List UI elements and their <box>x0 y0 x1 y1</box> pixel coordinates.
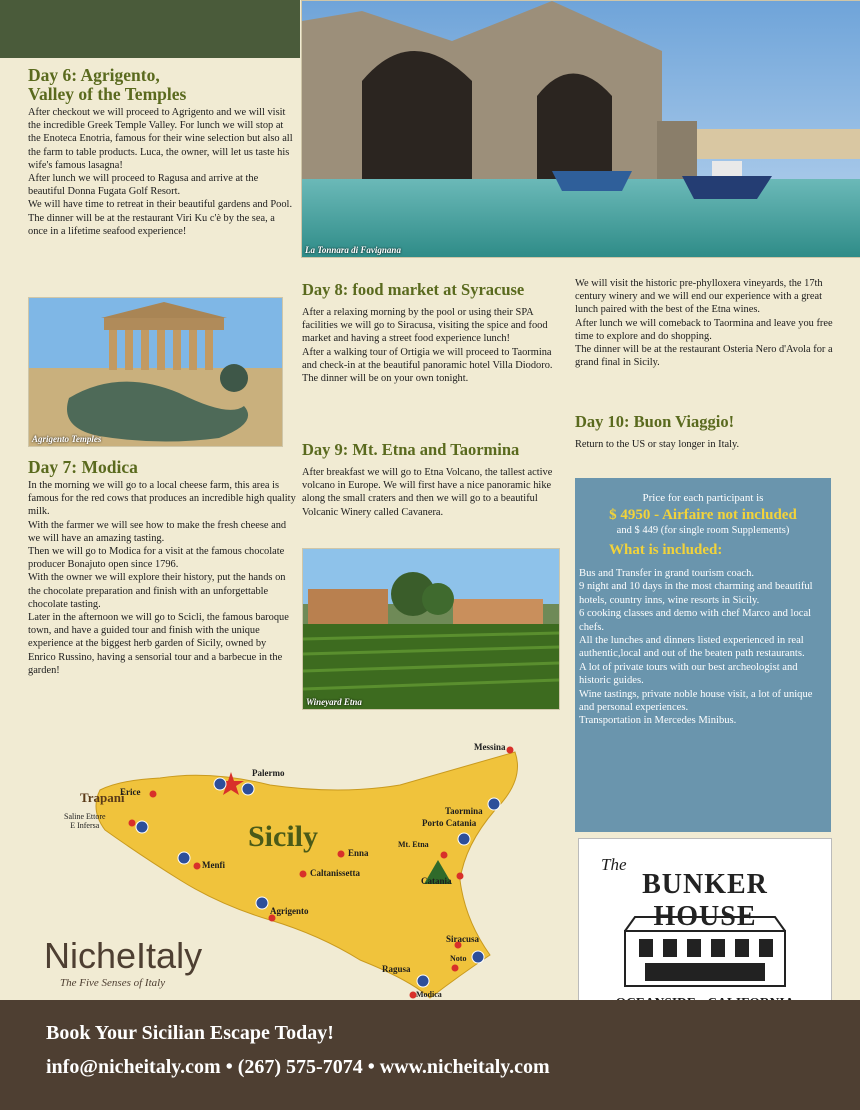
included-item: All the lunches and dinners listed experienced in real authentic,local and out of the beaten path restaurants. <box>579 635 805 660</box>
included-item: 6 cooking classes and demo with chef Marco and local chefs. <box>579 608 812 633</box>
day10-text: Return to the US or stay longer in Italy. <box>575 439 740 450</box>
footer-cta: Book Your Sicilian Escape Today! <box>46 1022 334 1044</box>
day8-paragraph: After a walking tour of Ortigia we will proceed to Taormina and check-in at the beautiful panoramic hotel Villa Diodoro. <box>302 346 553 371</box>
favignana-photo-caption: La Tonnara di Favignana <box>305 245 401 255</box>
included-list <box>579 567 821 728</box>
map-label-noto: Noto <box>450 954 467 963</box>
agrigento-photo-caption: Agrigento Temples <box>32 434 102 444</box>
map-label-porto-catania: Porto Catania <box>422 818 477 828</box>
day7-title: Day 7: Modica <box>28 457 138 477</box>
map-label-saline: Saline Ettore E Infersa <box>64 812 106 830</box>
bunker-the: The <box>601 855 627 874</box>
day6-paragraph: The dinner will be at the restaurant Viri Ku c'è by the sea, a once in a lifetime seafood experience! <box>28 212 275 237</box>
included-item: 9 night and 10 days in the most charming and beautiful hotels, country inns, wine resorts in Sicily. <box>579 581 813 606</box>
bunker-name: BUNKER HOUSE <box>642 869 768 932</box>
included-item: A lot of private tours with our best archeologist and historic guides. <box>579 661 798 687</box>
map-label-modica: Modica <box>416 990 442 999</box>
day7-paragraph: In the morning we will go to a local cheese farm, this area is famous for the red cows that produces an incredible high quality milk. <box>28 480 296 518</box>
vineyard-photo <box>302 548 560 710</box>
day9-cont-paragraph: The dinner will be at the restaurant Osteria Nero d'Avola for a grand final in Sicily. <box>575 344 833 369</box>
map-label-taormina: Taormina <box>445 806 483 816</box>
included-item: Transportation in Mercedes Minibus. <box>579 715 737 727</box>
day10-title: Day 10: Buon Viaggio! <box>575 412 735 431</box>
map-title: Sicily <box>248 820 319 853</box>
map-label-agrigento: Agrigento <box>270 906 309 916</box>
footer-bar <box>0 1000 860 1110</box>
map-label-ragusa: Ragusa <box>382 964 411 974</box>
included-item: Bus and Transfer in grand tourism coach. <box>579 568 755 579</box>
day9-cont-paragraph: We will visit the historic pre-phylloxera vineyards, the 17th century winery and we will end our experience with a great lunch paired with the best of the Etna wines. <box>575 278 823 316</box>
map-label-menfi: Menfi <box>202 860 225 870</box>
day6-body <box>28 106 296 238</box>
day9-continued-body <box>575 277 835 369</box>
price-amount: $ 4950 - Airfaire not included <box>609 507 797 523</box>
brand-tagline: The Five Senses of Italy <box>60 977 166 989</box>
price-supplement: and $ 449 (for single room Supplements) <box>616 525 790 536</box>
day8-paragraph: The dinner will be on your own tonight. <box>302 373 469 385</box>
day9-body <box>302 466 558 519</box>
vineyard-photo-caption: Wineyard Etna <box>306 697 362 707</box>
included-item: Wine tastings, private noble house visit, a lot of unique and personal experiences. <box>579 688 813 714</box>
included-title: What is included: <box>609 542 723 558</box>
day6-paragraph: We will have time to retreat in their beautiful gardens and Pool. <box>28 199 293 211</box>
day6-title-line2: Valley of the Temples <box>28 84 187 104</box>
favignana-photo <box>301 0 860 258</box>
map-label-etna: Mt. Etna <box>398 840 429 849</box>
map-label-caltanissetta: Caltanissetta <box>310 868 360 878</box>
brand-name: NicheItaly <box>44 935 203 976</box>
map-label-catania: Catania <box>421 876 452 886</box>
day7-paragraph: Later in the afternoon we will go to Scicli, the famous baroque town, and have a guided tour and finish with the unique experience at the biggest herb garden of Sicily, owned by Enrico Russino, having a sensorial tour and a barbecue in the garden! <box>28 612 289 676</box>
price-box <box>575 478 831 832</box>
day6-section <box>28 66 296 238</box>
top-green-band <box>0 0 300 58</box>
map-label-palermo: Palermo <box>252 768 285 778</box>
day9-title: Day 9: Mt. Etna and Taormina <box>302 440 520 459</box>
map-label-enna: Enna <box>348 848 369 858</box>
day8-paragraph: After a relaxing morning by the pool or using their SPA facilities we will go to Siracusa, visiting the spice and food market and having a street food experience lunch! <box>302 307 548 345</box>
day9-section <box>302 440 558 519</box>
day9-cont-paragraph: After lunch we will comeback to Taormina and leave you free time to explore and do shopping. <box>575 317 833 342</box>
day7-paragraph: Then we will go to Modica for a visit at the famous chocolate producer Bonajuto open since 1796. <box>28 546 285 571</box>
nicheitaly-logo <box>44 935 284 989</box>
day6-title <box>28 66 296 104</box>
agrigento-photo <box>28 297 283 447</box>
bunker-building-icon <box>605 911 805 991</box>
map-label-trapani: Trapani <box>80 790 125 805</box>
day8-title: Day 8: food market at Syracuse <box>302 280 525 299</box>
price-intro: Price for each participant is <box>642 492 764 504</box>
map-label-messina: Messina <box>474 742 506 752</box>
day7-body <box>28 479 296 677</box>
day8-section <box>302 280 558 385</box>
day9-continued-section <box>575 277 835 369</box>
map-label-siracusa: Siracusa <box>446 934 480 944</box>
day6-title-line1: Day 6: Agrigento, <box>28 65 160 85</box>
map-label-erice: Erice <box>120 787 141 797</box>
footer-contact[interactable]: info@nicheitaly.com • (267) 575-7074 • www.nicheitaly.com <box>46 1056 550 1078</box>
day7-section <box>28 457 296 677</box>
day7-paragraph: With the owner we will explore their history, put the hands on the chocolate preparation and finish with an unforgettable chocolate tasting. <box>28 572 286 610</box>
day6-paragraph: After lunch we will proceed to Ragusa and arrive at the beautiful Donna Fugata Golf Resort. <box>28 173 259 198</box>
day9-paragraph: After breakfast we will go to Etna Volcano, the tallest active volcano in Europe. We will first have a nice panoramic hike along the small craters and then we will go to a beautiful Volcanic Winery called Cavanera. <box>302 467 553 518</box>
day7-paragraph: With the farmer we will see how to make the fresh cheese and we will have an amazing tasting. <box>28 519 287 544</box>
day6-paragraph: After checkout we will proceed to Agrigento and we will visit the incredible Greek Temple Valley. For lunch we will stop at the Enoteca Enotria, famous for their wine selection but also all the farm to table products. Luca, the owner, will let us taste his wife's famous lasagna! <box>28 107 293 171</box>
day10-section <box>575 412 835 451</box>
day8-body <box>302 306 558 385</box>
